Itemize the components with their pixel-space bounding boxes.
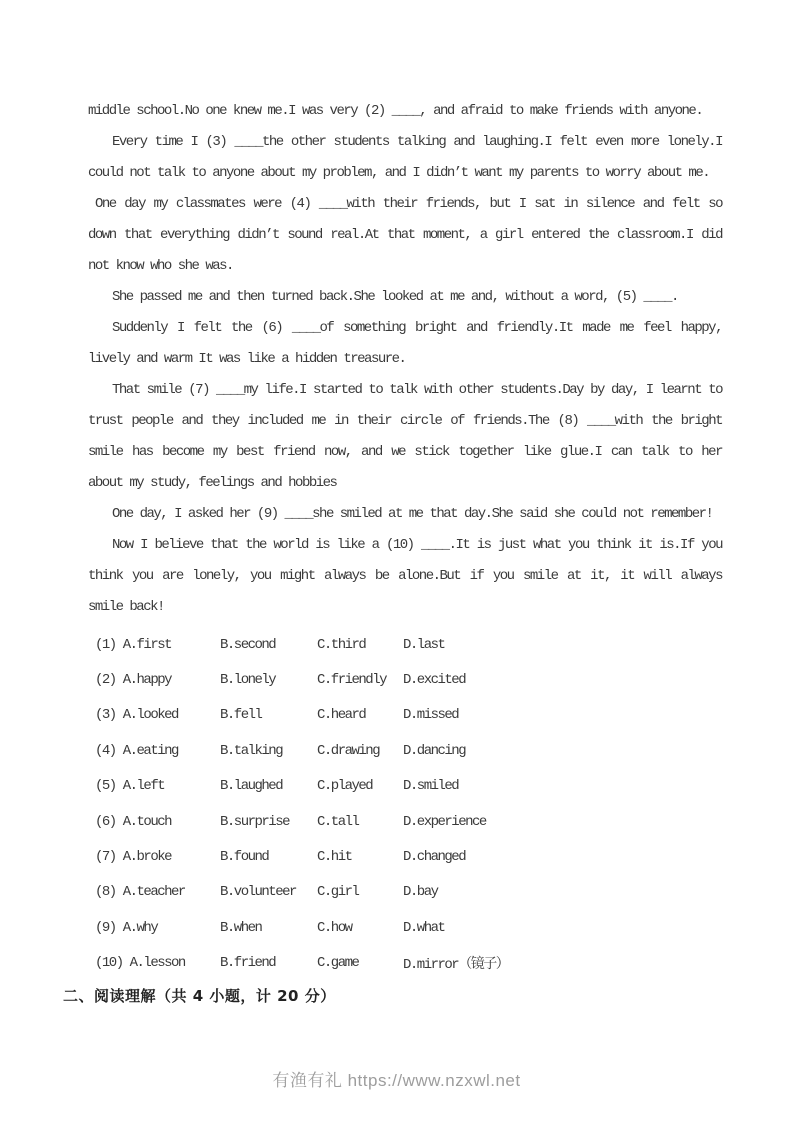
option-number: (2) xyxy=(95,672,116,689)
options-row xyxy=(95,733,715,768)
option-a: A.why xyxy=(122,919,158,936)
option-number: (8) xyxy=(95,884,116,901)
option-number: (3) xyxy=(95,707,116,724)
option-b: B.friend xyxy=(220,955,276,972)
options-row xyxy=(95,698,715,733)
option-c: C.game xyxy=(317,955,359,972)
passage-paragraph: One day, I asked her (9) ____she smiled at me that day.She said she could not remember! xyxy=(112,506,713,522)
option-c: C.how xyxy=(317,919,352,936)
option-a: A.looked xyxy=(122,707,178,724)
option-d: D.what xyxy=(403,919,445,936)
options-table xyxy=(88,627,715,981)
option-cell-a xyxy=(95,707,220,723)
option-c: C.drawing xyxy=(317,742,380,759)
options-row xyxy=(95,769,715,804)
option-c: C.third xyxy=(317,636,366,653)
option-number: (4) xyxy=(95,742,116,759)
option-number: (10) xyxy=(95,955,123,972)
option-c: C.friendly xyxy=(317,672,387,689)
option-b: B.volunteer xyxy=(220,884,296,901)
option-cell-a xyxy=(95,672,220,688)
option-c: C.tall xyxy=(317,813,359,830)
option-number: (5) xyxy=(95,778,116,795)
option-a: A.happy xyxy=(122,672,172,689)
option-a: A.first xyxy=(122,636,172,653)
option-d: D.missed xyxy=(403,707,459,724)
option-cell-a xyxy=(95,955,220,971)
option-a: A.broke xyxy=(122,849,172,866)
option-cell-a xyxy=(95,637,220,653)
option-number: (9) xyxy=(95,919,116,936)
option-b: B.second xyxy=(220,636,276,653)
watermark-text: 有渔有礼 https://www.nzxwl.net xyxy=(272,1071,521,1090)
options-row xyxy=(95,946,715,981)
passage-paragraph: She passed me and then turned back.She looked at me and, without a word, (5) ____. xyxy=(112,289,678,305)
option-cell-a xyxy=(95,743,220,759)
option-c: C.heard xyxy=(317,707,366,724)
option-a: A.touch xyxy=(122,813,172,830)
passage-paragraph: Now I believe that the world is like a (10) ____.It is just what you think it is.If you think you are lonely, you might always be alone.But if you smile at it, it will always smile back! xyxy=(88,537,722,615)
option-d: D.experience xyxy=(403,813,486,830)
section-heading: 二、阅读理解（共 4 小题，计 20 分） xyxy=(63,986,336,1005)
option-a: A.lesson xyxy=(129,955,185,972)
option-a: A.eating xyxy=(122,742,178,759)
option-cell-a xyxy=(95,778,220,794)
option-d: D.last xyxy=(403,636,445,653)
option-b: B.fell xyxy=(220,707,262,724)
options-row xyxy=(95,839,715,874)
option-a: A.left xyxy=(122,778,165,795)
options-row xyxy=(95,875,715,910)
option-d: D.bay xyxy=(403,884,438,901)
cloze-passage xyxy=(88,96,722,623)
option-cell-a xyxy=(95,814,220,830)
option-b: B.when xyxy=(220,919,262,936)
option-cell-a xyxy=(95,884,220,900)
option-d: D.changed xyxy=(403,849,466,866)
passage-paragraph: That smile (7) ____my life.I started to talk with other students.Day by day, I learnt to trust people and they included me in their circle of friends.The (8) ____with the bright smile has become my best friend now, and we stick together like glue.I can talk to her about my study, feelings and hobbies xyxy=(88,382,722,491)
option-b: B.talking xyxy=(220,742,283,759)
option-a: A.teacher xyxy=(122,884,185,901)
option-b: B.surprise xyxy=(220,813,290,830)
option-d: D.smiled xyxy=(403,778,459,795)
option-number: (6) xyxy=(95,813,116,830)
option-b: B.laughed xyxy=(220,778,283,795)
watermark-footer xyxy=(0,1066,793,1091)
option-number: (1) xyxy=(95,636,116,653)
option-number: (7) xyxy=(95,849,116,866)
passage-paragraph: One day my classmates were (4) ____with their friends, but I sat in silence and felt so down that everything didn’t sound real.At that moment, a girl entered the classroom.I did not know who she was. xyxy=(88,196,722,274)
passage-paragraph: Every time I (3) ____the other students talking and laughing.I felt even more lonely.I could not talk to anyone about my problem, and I didn’t want my parents to worry about me. xyxy=(88,134,722,181)
passage-paragraph: middle school.No one knew me.I was very (2) ____, and afraid to make friends with anyone. xyxy=(88,103,703,119)
option-c: C.girl xyxy=(317,884,359,901)
option-cell-a xyxy=(95,920,220,936)
options-row xyxy=(95,662,715,697)
option-cell-a xyxy=(95,849,220,865)
options-row xyxy=(95,627,715,662)
option-b: B.lonely xyxy=(220,672,276,689)
options-row xyxy=(95,804,715,839)
option-b: B.found xyxy=(220,849,269,866)
option-d: D.mirror（镜子） xyxy=(403,957,509,974)
options-row xyxy=(95,910,715,945)
option-d: D.excited xyxy=(403,672,466,689)
option-d: D.dancing xyxy=(403,742,466,759)
option-c: C.hit xyxy=(317,849,352,866)
option-c: C.played xyxy=(317,778,373,795)
passage-paragraph: Suddenly I felt the (6) ____of something bright and friendly.It made me feel happy, lively and warm It was like a hidden treasure. xyxy=(88,320,722,367)
